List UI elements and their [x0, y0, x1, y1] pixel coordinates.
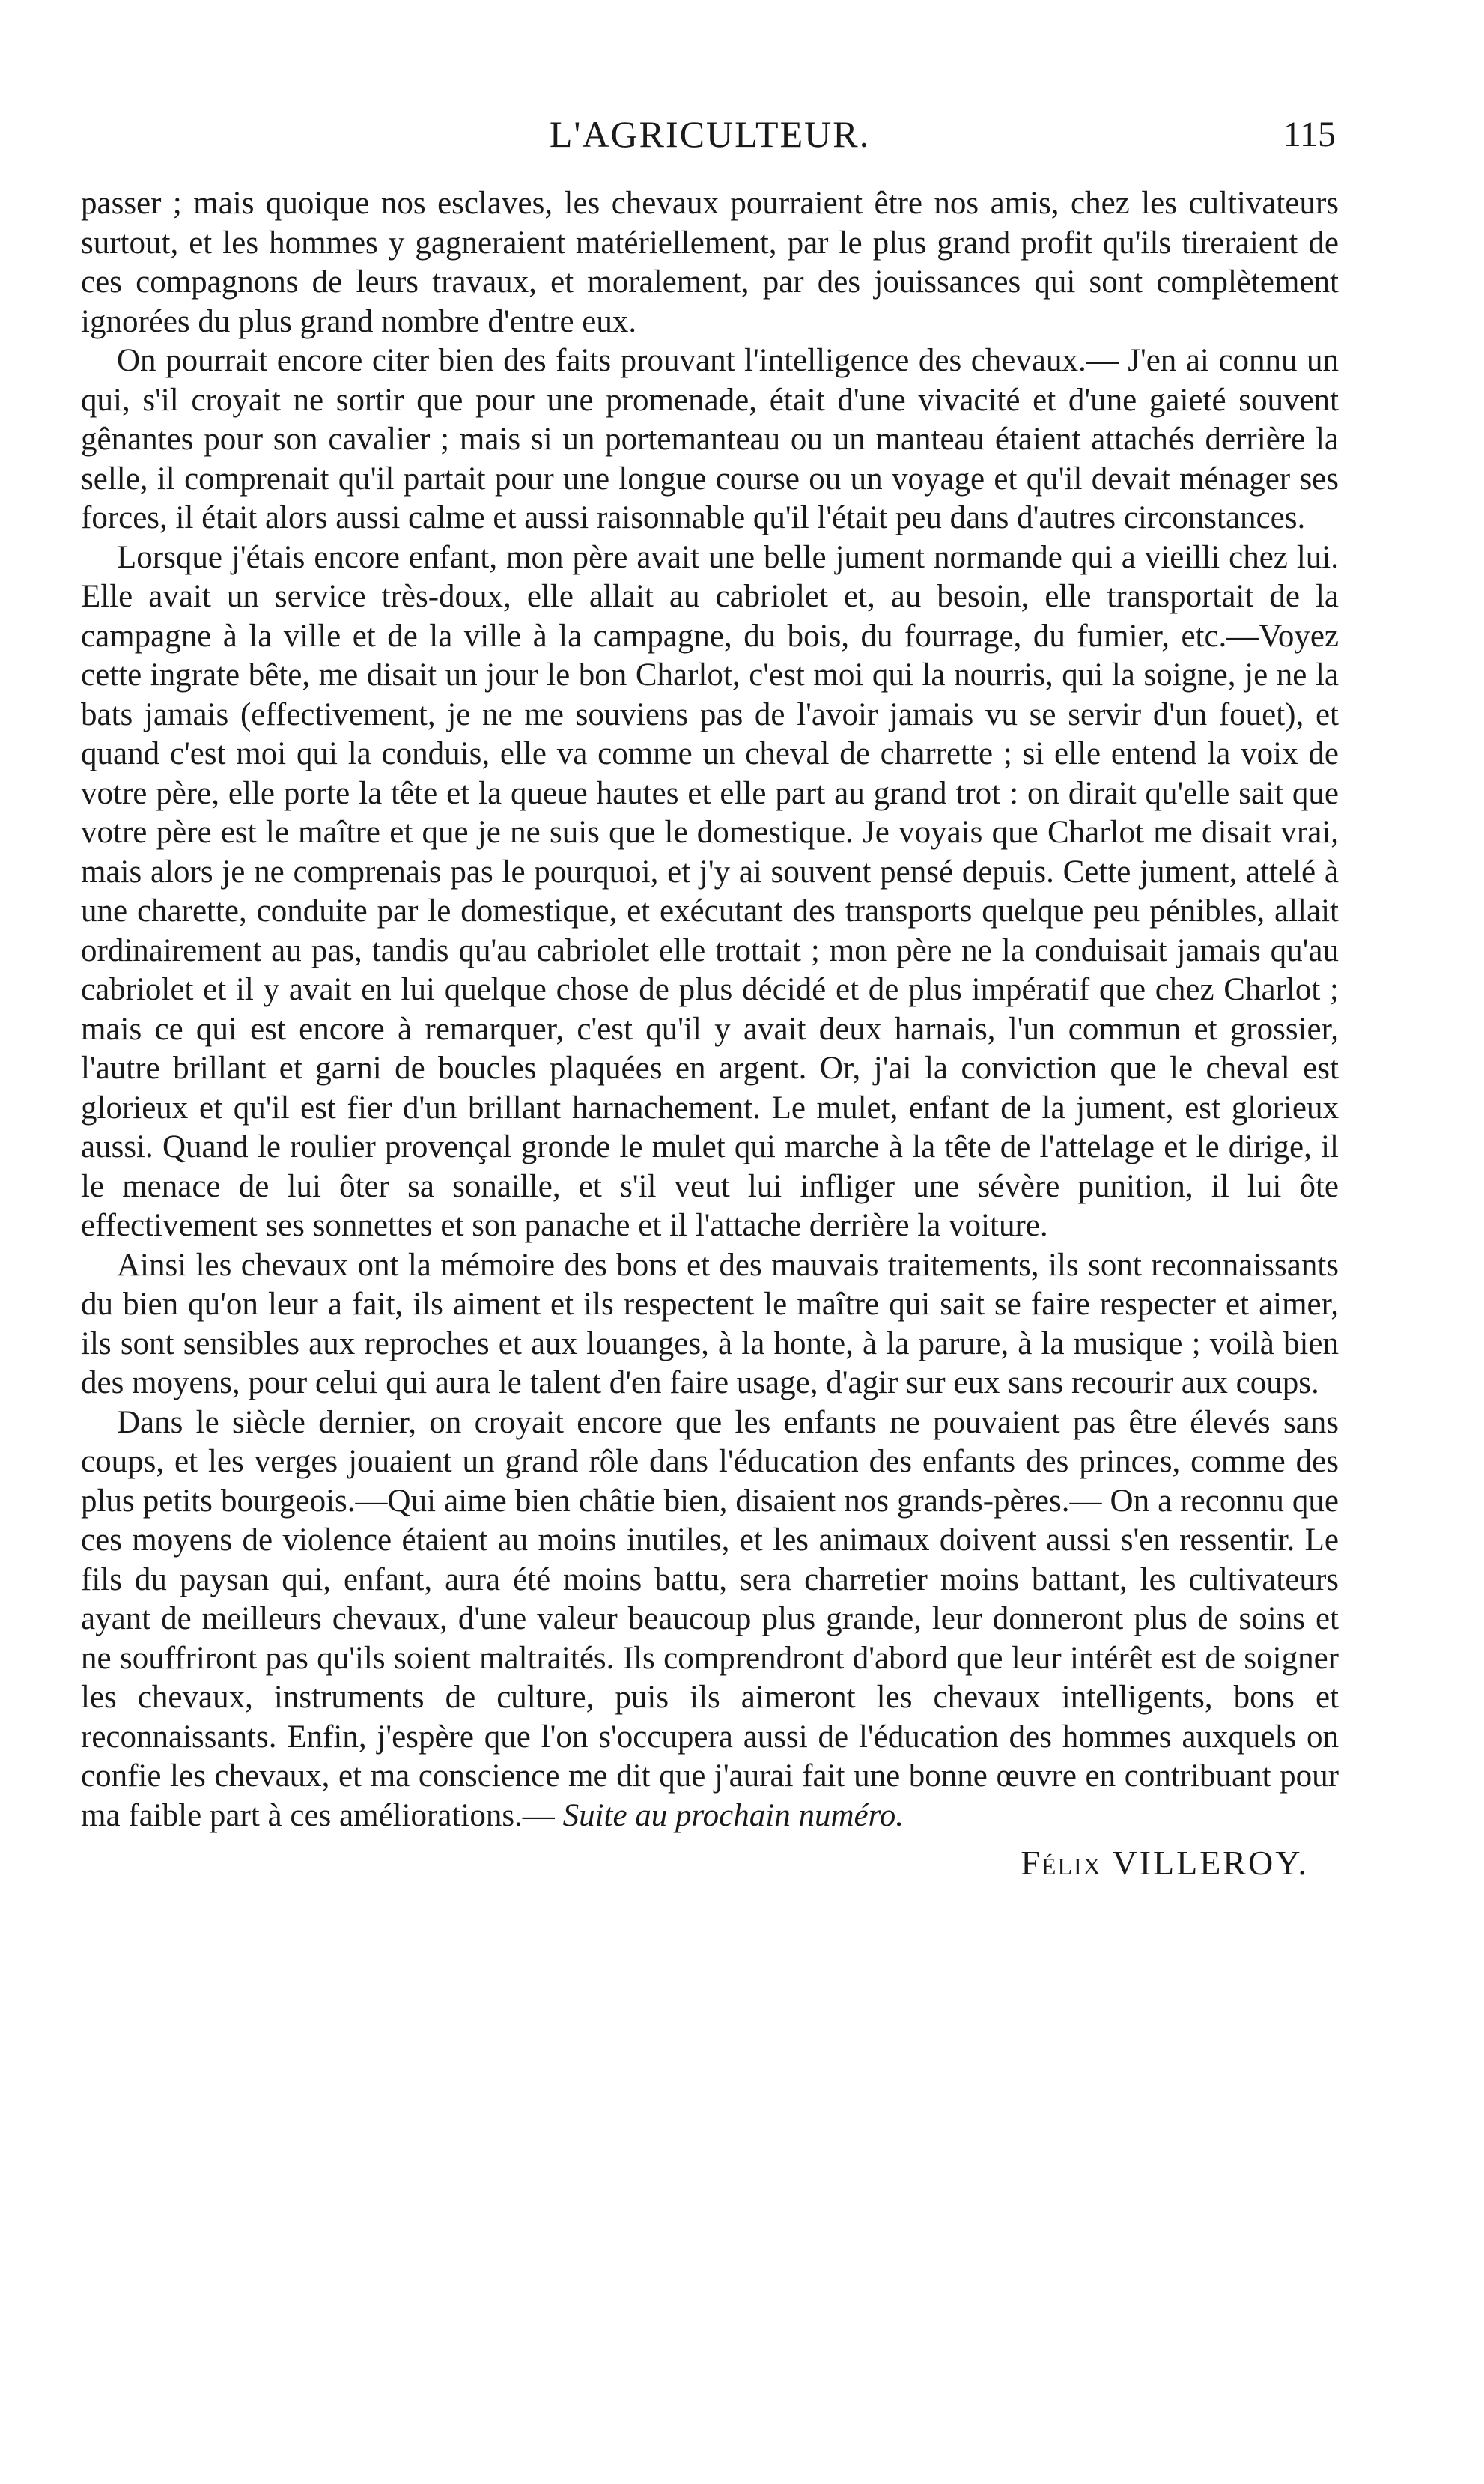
page-number: 115	[1283, 115, 1336, 154]
author-signature	[81, 1843, 1339, 1883]
paragraph-4: Ainsi les chevaux ont la mémoire des bons et des mauvais traitements, ils sont reconnaissants du bien qu'on leur a fait, ils aiment et ils respectent le maître qui sait se faire respecter et aimer, ils sont sensibles aux reproches et aux louanges, à la honte, à la parure, à la musique ; voilà bien des moyens, pour celui qui aura le talent d'en faire usage, d'agir sur eux sans recourir aux coups.	[81, 1247, 1339, 1400]
paragraph-2: On pourrait encore citer bien des faits prouvant l'intelligence des chevaux.— J'en ai connu un qui, s'il croyait ne sortir que pour une promenade, était d'une vivacité et d'une gaieté souvent gênantes pour son cavalier ; mais si un portemanteau ou un manteau étaient attachés derrière la selle, il comprenait qu'il partait pour une longue course ou un voyage et qu'il devait ménager ses forces, il était alors aussi calme et aussi raisonnable qu'il l'était peu dans d'autres circonstances.	[81, 343, 1339, 535]
document-page	[81, 112, 1339, 1883]
continued-note: Suite au prochain numéro.	[562, 1797, 904, 1833]
author-first-name: Félix	[1021, 1844, 1102, 1882]
paragraph-5	[81, 1403, 1339, 1836]
paragraph-1: passer ; mais quoique nos esclaves, les chevaux pourraient être nos amis, chez les cultivateurs surtout, et les hommes y gagneraient matériellement, par le plus grand profit qu'ils tireraient de ces compagnons de leurs travaux, et moralement, par des jouissances qui sont complètement ignorées du plus grand nombre d'entre eux.	[81, 186, 1339, 339]
author-last-name: VILLEROY.	[1112, 1844, 1309, 1882]
running-title: L'AGRICULTEUR.	[549, 113, 871, 155]
paragraph-3: Lorsque j'étais encore enfant, mon père avait une belle jument normande qui a vieilli chez lui. Elle avait un service très-doux, elle allait au cabriolet et, au besoin, elle transportait de la campagne à la ville et de la ville à la campagne, du bois, du fourrage, du fumier, etc.—Voyez cette ingrate bête, me disait un jour le bon Charlot, c'est moi qui la nourris, qui la soigne, je ne la bats jamais (effectivement, je ne me souviens pas de l'avoir jamais vu se servir d'un fouet), et quand c'est moi qui la conduis, elle va comme un cheval de charrette ; si elle entend la voix de votre père, elle porte la tête et la queue hautes et elle part au grand trot : on dirait qu'elle sait que votre père est le maître et que je ne suis que le domestique. Je voyais que Charlot me disait vrai, mais alors je ne comprenais pas le pourquoi, et j'y ai souvent pensé depuis. Cette jument, attelé à une charette, conduite par le domestique, et exécutant des transports quelque peu pénibles, allait ordinairement au pas, tandis qu'au cabriolet elle trottait ; mon père ne la conduisait jamais qu'au cabriolet et il y avait en lui quelque chose de plus décidé et de plus impératif que chez Charlot ; mais ce qui est encore à remarquer, c'est qu'il y avait deux harnais, l'un commun et grossier, l'autre brillant et garni de boucles plaquées en argent. Or, j'ai la conviction que le cheval est glorieux et qu'il est fier d'un brillant harnachement. Le mulet, enfant de la jument, est glorieux aussi. Quand le roulier provençal gronde le mulet qui marche à la tête de l'attelage et le dirige, il le menace de lui ôter sa sonaille, et s'il veut lui infliger une sévère punition, il lui ôte effectivement ses sonnettes et son panache et il l'attache derrière la voiture.	[81, 539, 1339, 1243]
paragraph-5-text: Dans le siècle dernier, on croyait encore que les enfants ne pouvaient pas être élevés sans coups, et les verges jouaient un grand rôle dans l'éducation des enfants des princes, comme des plus petits bourgeois.—Qui aime bien châtie bien, disaient nos grands-pères.— On a reconnu que ces moyens de violence étaient au moins inutiles, et les animaux doivent aussi s'en ressentir. Le fils du paysan qui, enfant, aura été moins battu, sera charretier moins battant, les cultivateurs ayant de meilleurs chevaux, d'une valeur beaucoup plus grande, leur donneront plus de soins et ne souffriront pas qu'ils soient maltraités. Ils comprendront d'abord que leur intérêt est de soigner les chevaux, instruments de culture, puis ils aimeront les chevaux intelligents, bons et reconnaissants. Enfin, j'espère que l'on s'occupera aussi de l'éducation des hommes auxquels on confie les chevaux, et ma conscience me dit que j'aurai fait une bonne œuvre en contribuant pour ma faible part à ces améliorations.—	[81, 1404, 1339, 1833]
running-header	[81, 112, 1339, 171]
